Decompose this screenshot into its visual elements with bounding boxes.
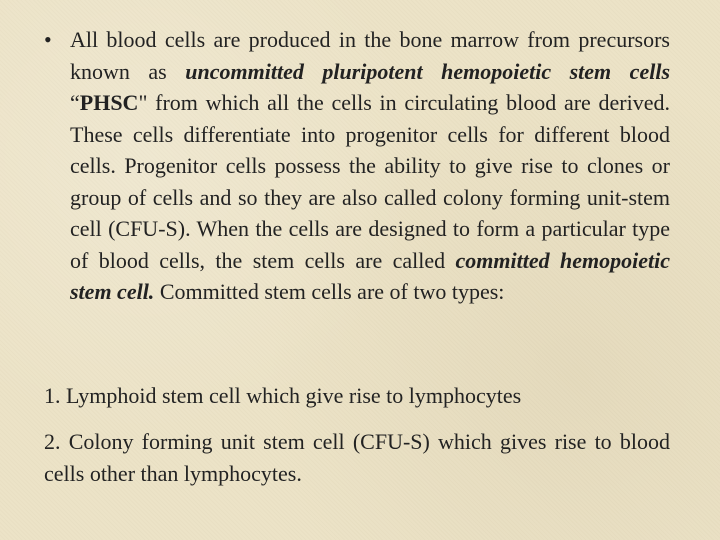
intro-bullet bbox=[44, 24, 670, 308]
intro-paragraph bbox=[70, 24, 670, 308]
intro-text-part-3: " from which all the cells in circulating blood are derived. These cells differentiate into progenitor cells for different blood cells. Progenitor cells possess the ability to give rise to clones or group of cells and so they are also called colony forming unit-stem cell (CFU-S). When the cells are designed to form a particular type of blood cells, the stem cells are called bbox=[70, 90, 670, 273]
intro-text-part-4: Committed stem cells are of two types: bbox=[154, 279, 505, 304]
committed-term: committed hemopoietic stem cell. bbox=[70, 247, 670, 304]
list-item-cfu-s: 2. Colony forming unit stem cell (CFU-S) which gives rise to blood cells other than lymphocytes. bbox=[44, 429, 670, 486]
intro-text-part-2: “ bbox=[70, 90, 80, 115]
phsc-abbreviation: PHSC bbox=[79, 90, 139, 115]
uncommitted-term: uncommitted pluripotent hemopoietic stem cells bbox=[185, 58, 671, 84]
bullet-marker: • bbox=[44, 27, 52, 52]
intro-text-part-1: All blood cells are produced in the bone marrow from precursors known as bbox=[70, 27, 670, 84]
list-item-lymphoid: 1. Lymphoid stem cell which give rise to lymphocytes bbox=[44, 383, 522, 408]
